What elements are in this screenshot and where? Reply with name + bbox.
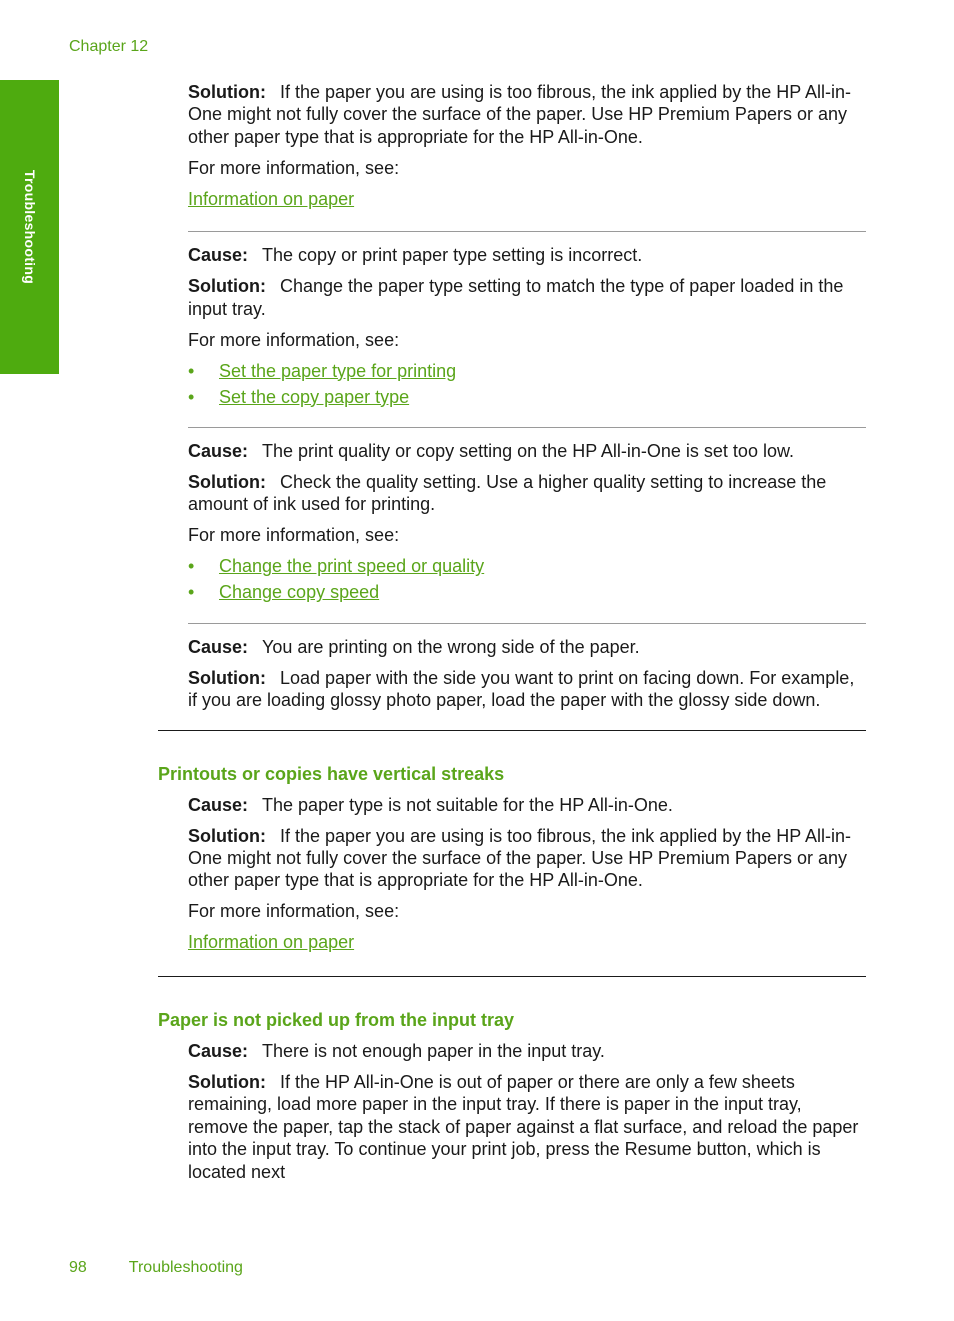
cause-text: The copy or print paper type setting is incorrect. — [262, 245, 643, 266]
more-info-text: For more information, see: — [188, 525, 400, 546]
page-content — [158, 81, 866, 1183]
solution-paragraph — [188, 81, 866, 148]
divider — [188, 427, 866, 428]
side-tab — [0, 80, 59, 374]
solution-text: Change the paper type setting to match the type of paper loaded in the input tray. — [188, 276, 844, 319]
link-change-copy-speed[interactable]: Change copy speed — [219, 582, 380, 603]
page-footer — [69, 1258, 243, 1278]
solution-text: Load paper with the side you want to print on facing down. For example, if you are loading glossy photo paper, load the paper with the glossy side down. — [188, 667, 855, 711]
solution-paragraph — [188, 825, 866, 892]
link-set-copy-paper-type[interactable]: Set the copy paper type — [219, 386, 410, 407]
solution-label: Solution: — [188, 276, 266, 297]
more-info-text: For more information, see: — [188, 901, 400, 922]
solution-text: If the paper you are using is too fibrous, the ink applied by the HP All-in-One might not fully cover the surface of the paper. Use HP Premium Papers or any other paper type that is appropriate for the HP All-in-One. — [188, 825, 851, 891]
cause-label: Cause: — [188, 794, 249, 815]
solution-label: Solution: — [188, 825, 266, 846]
solution-paragraph — [188, 667, 866, 712]
cause-paragraph — [188, 440, 866, 462]
cause-label: Cause: — [188, 636, 249, 657]
bullet-icon: • — [188, 386, 195, 407]
solution-text: If the HP All-in-One is out of paper or there are only a few sheets remaining, load more paper in the input tray. If there is paper in the input tray, remove the paper, tap the stack of paper against a flat surface, and reload the paper into the input tray. To continue your print job, press the Resume button, which is located next — [188, 1071, 859, 1182]
more-info-text: For more information, see: — [188, 157, 400, 178]
cause-label: Cause: — [188, 441, 249, 462]
link-list — [188, 555, 866, 603]
solution-paragraph — [188, 1071, 866, 1183]
chapter-header: Chapter 12 — [69, 38, 149, 55]
cause-paragraph — [188, 1040, 866, 1062]
cause-label: Cause: — [188, 1040, 249, 1061]
footer-section: Troubleshooting — [128, 1259, 243, 1276]
solution-text: If the paper you are using is too fibrous, the ink applied by the HP All-in-One might not fully cover the surface of the paper. Use HP Premium Papers or any other paper type that is appropriate for the HP All-in-One. — [188, 82, 851, 147]
side-tab-label: Troubleshooting — [21, 169, 38, 285]
solution-label: Solution: — [188, 667, 266, 688]
cause-paragraph — [188, 794, 866, 816]
cause-text: The paper type is not suitable for the HP All-in-One. — [262, 794, 673, 815]
cause-label: Cause: — [188, 245, 249, 266]
link-information-on-paper[interactable]: Information on paper — [188, 932, 355, 953]
solution-paragraph — [188, 275, 866, 320]
section-heading-vertical-streaks: Printouts or copies have vertical streaks — [158, 763, 505, 784]
cause-text: There is not enough paper in the input tray. — [262, 1040, 605, 1061]
bullet-icon: • — [188, 582, 195, 603]
solution-label: Solution: — [188, 1071, 266, 1092]
cause-text: You are printing on the wrong side of the paper. — [262, 636, 640, 657]
more-info-text: For more information, see: — [188, 329, 400, 350]
solution-paragraph — [188, 471, 866, 516]
page-number: 98 — [69, 1259, 87, 1276]
list-item — [188, 360, 866, 382]
divider — [188, 623, 866, 624]
list-item — [188, 555, 866, 577]
link-list — [188, 360, 866, 408]
link-change-print-speed-quality[interactable]: Change the print speed or quality — [219, 556, 485, 577]
section-divider — [158, 730, 866, 731]
cause-paragraph — [188, 636, 866, 658]
cause-text: The print quality or copy setting on the HP All-in-One is set too low. — [262, 441, 794, 462]
cause-paragraph — [188, 244, 866, 266]
list-item — [188, 581, 866, 603]
link-set-paper-type-printing[interactable]: Set the paper type for printing — [219, 360, 457, 381]
divider — [188, 231, 866, 232]
bullet-icon: • — [188, 360, 195, 381]
solution-label: Solution: — [188, 472, 266, 493]
solution-label: Solution: — [188, 82, 266, 102]
list-item — [188, 386, 866, 408]
section-divider — [158, 976, 866, 977]
bullet-icon: • — [188, 556, 195, 577]
solution-text: Check the quality setting. Use a higher quality setting to increase the amount of ink used for printing. — [188, 472, 827, 515]
link-information-on-paper[interactable]: Information on paper — [188, 188, 355, 209]
section-heading-paper-not-picked-up: Paper is not picked up from the input tray — [158, 1009, 515, 1030]
